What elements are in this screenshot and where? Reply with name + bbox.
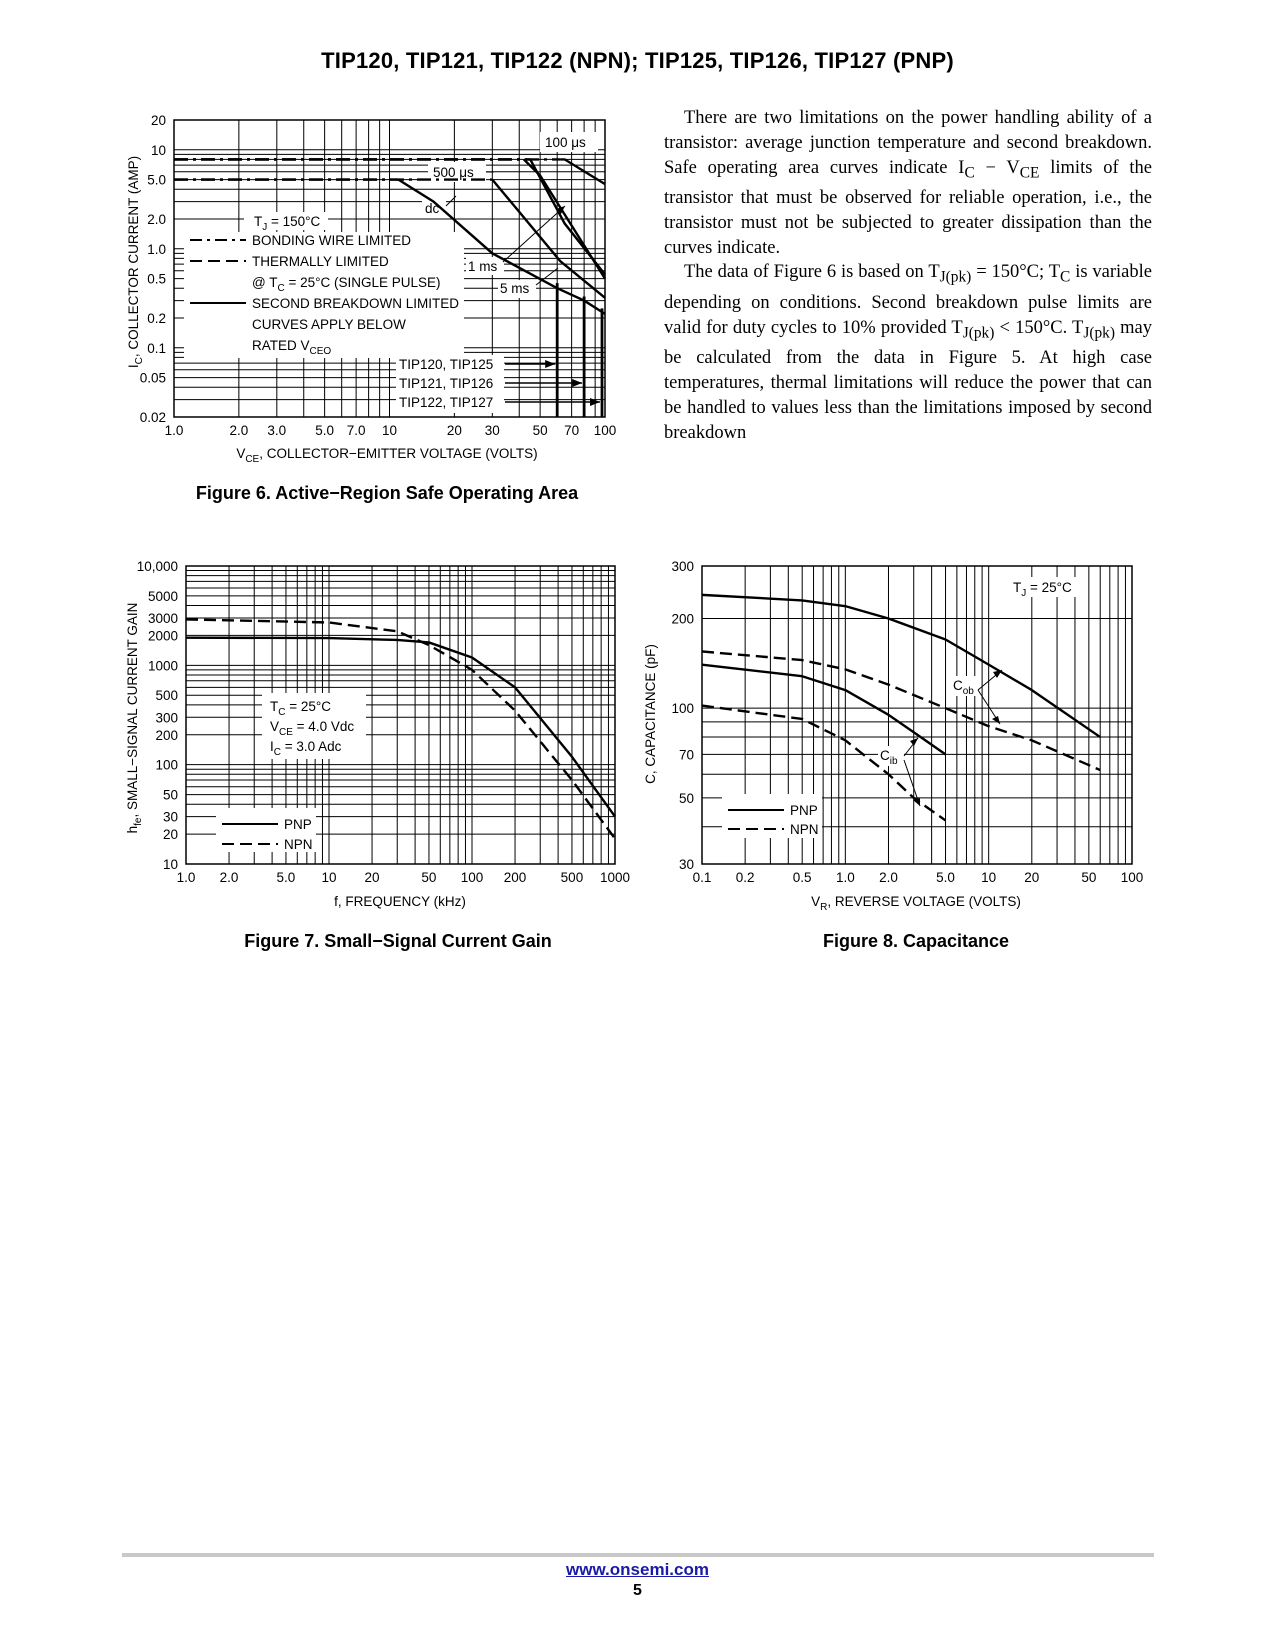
fig6-legend-second: SECOND BREAKDOWN LIMITED [252, 296, 460, 311]
fig6-device-3: TIP122, TIP127 [399, 395, 494, 410]
fig8-xlabel: $V_R$, REVERSE VOLTAGE (VOLTS) [811, 894, 1021, 913]
fig6-xlabel: $V_{CE}$, COLLECTOR−EMITTER VOLTAGE (VOLTS) [236, 446, 538, 465]
footer-website-link[interactable]: www.onsemi.com [566, 1560, 709, 1579]
y-tick-label: 300 [155, 710, 178, 726]
x-tick-label: 0.2 [735, 870, 755, 885]
y-tick-label: 1.0 [147, 241, 166, 257]
x-tick-label: 100 [593, 423, 617, 438]
y-tick-label: 0.5 [147, 271, 166, 287]
fig7-xlabel: f, FREQUENCY (kHz) [334, 894, 466, 909]
x-tick-label: 1.0 [164, 423, 184, 438]
y-tick-label: 10 [150, 142, 166, 158]
y-tick-label: 100 [671, 701, 694, 717]
x-tick-label: 50 [421, 870, 437, 885]
figure-8-capacitance [640, 540, 1260, 940]
x-tick-label: 50 [532, 423, 548, 438]
x-tick-label: 200 [503, 870, 527, 885]
page-number: 5 [633, 1582, 642, 1599]
fig6-legend-box [184, 232, 464, 358]
y-tick-label: 2000 [147, 628, 178, 644]
x-tick-label: 1.0 [176, 870, 196, 885]
fig6-legend-curves: CURVES APPLY BELOW [252, 317, 406, 332]
y-tick-label: 50 [678, 790, 694, 806]
y-tick-label: 5.0 [147, 172, 166, 188]
x-tick-label: 30 [484, 423, 500, 438]
fig6-label-5ms: 5 ms [500, 281, 530, 296]
fig7-cond-vce: $V_{CE} = 4.0$ Vdc [270, 719, 355, 738]
x-tick-label: 1000 [599, 870, 631, 885]
fig7-legend-npn: NPN [284, 837, 313, 852]
series-pnp [186, 638, 615, 817]
y-tick-label: 1000 [147, 658, 178, 674]
x-tick-label: 70 [564, 423, 580, 438]
x-tick-label: 0.1 [692, 870, 712, 885]
x-tick-label: 10 [381, 423, 398, 438]
figure-6-caption: Figure 6. Active−Region Safe Operating Area [195, 483, 579, 503]
x-tick-label: 2.0 [879, 870, 898, 885]
x-tick-label: 2.0 [229, 423, 249, 438]
fig7-tick-labels [137, 559, 630, 885]
x-tick-label: 500 [560, 870, 584, 885]
fig7-curves [186, 619, 615, 838]
footer-rule [122, 1553, 1154, 1557]
fig6-tj-label: $T_J = 150^\circ C$ [254, 214, 321, 233]
body-text [664, 106, 1152, 445]
x-tick-label: 20 [446, 423, 462, 438]
body-paragraph-2: The data of Figure 6 is based on $T_{J(pk)} = 150^\circ C$; $T_C$ is variable depending on conditions. Second breakdown pulse limits are valid for duty cycles to 10% provided $T_{J(pk)} < 150^\circ C$. $T_{J(pk)}$ may be calculated from the data in Figure 5. At high case temperatures, thermal limitations will reduce the power that can be handled to values less than the limitations imposed by second breakdown [664, 262, 1152, 443]
device-arrowhead [545, 360, 555, 368]
x-tick-label: 50 [1081, 870, 1097, 885]
x-tick-label: 20 [1024, 870, 1040, 885]
x-tick-label: 2.0 [219, 870, 239, 885]
x-tick-label: 5.0 [315, 423, 335, 438]
x-tick-label: 3.0 [267, 423, 287, 438]
body-paragraph-1: There are two limitations on the power handling ability of a transistor: average junction temperature and second breakdown. Safe operating area curves indicate $I_C - V_{CE}$ limits of the transistor that must be observed for reliable operation, i.e., the transistor must not be subjected to greater dissipation than the curves indicate. [664, 108, 1152, 258]
fig6-legend-bonding: BONDING WIRE LIMITED [252, 233, 412, 248]
fig6-label-1ms: 1 ms [468, 259, 498, 274]
fig6-ylabel: $I_C$, COLLECTOR CURRENT (AMP) [126, 155, 145, 369]
x-tick-label: 5.0 [936, 870, 955, 885]
fig8-curves [702, 595, 1100, 821]
figure-7-current-gain [0, 540, 660, 940]
figure-8-caption: Figure 8. Capacitance [822, 931, 1010, 951]
y-tick-label: 10,000 [136, 559, 178, 574]
fig7-legend-pnp: PNP [284, 817, 312, 832]
fig6-legend-thermal: THERMALLY LIMITED [252, 254, 389, 269]
y-tick-label: 200 [671, 611, 694, 627]
x-tick-label: 1.0 [835, 870, 855, 885]
x-tick-label: 7.0 [346, 423, 366, 438]
fig7-ylabel: $h_{fe}$, SMALL−SIGNAL CURRENT GAIN [125, 602, 144, 834]
y-tick-label: 3000 [147, 610, 178, 626]
y-tick-label: 20 [162, 827, 178, 843]
fig7-cond-tc: $T_C = 25^\circ C$ [270, 699, 332, 718]
x-tick-label: 10 [321, 870, 337, 885]
figure-7-caption: Figure 7. Small−Signal Current Gain [244, 931, 552, 951]
fig6-legend-rated: RATED $V_{CEO}$ [252, 338, 332, 357]
fig8-tj-label: $T_J = 25^\circ C$ [1013, 580, 1072, 599]
y-tick-label: 70 [678, 747, 694, 763]
y-tick-label: 20 [150, 113, 166, 128]
y-tick-label: 200 [155, 727, 178, 743]
x-tick-label: 100 [460, 870, 484, 885]
fig6-legend-tc: @ $T_C = 25^\circ C$ (SINGLE PULSE) [252, 275, 441, 294]
y-tick-label: 2.0 [147, 212, 166, 227]
y-tick-label: 10 [162, 857, 178, 872]
y-tick-label: 0.05 [139, 370, 166, 386]
fig8-ylabel: C, CAPACITANCE (pF) [643, 644, 658, 784]
y-tick-label: 0.1 [147, 340, 166, 356]
x-tick-label: 0.5 [792, 870, 812, 885]
x-tick-label: 10 [981, 870, 997, 885]
y-tick-label: 0.2 [147, 311, 166, 326]
x-tick-label: 5.0 [276, 870, 296, 885]
page-title: TIP120, TIP121, TIP122 (NPN); TIP125, TIP126, TIP127 (PNP) [321, 48, 954, 73]
fig6-label-dc: dc [425, 201, 440, 216]
x-tick-label: 20 [364, 870, 380, 885]
y-tick-label: 300 [671, 559, 694, 574]
series-cob-pnp [702, 595, 1100, 737]
fig8-legend-pnp: PNP [790, 803, 818, 818]
y-tick-label: 500 [155, 688, 178, 704]
fig7-cond-ic: $I_C = 3.0$ Adc [270, 739, 342, 758]
y-tick-label: 0.02 [139, 410, 166, 425]
y-tick-label: 100 [155, 757, 178, 773]
y-tick-label: 30 [162, 809, 178, 825]
device-arrowhead [572, 379, 582, 387]
y-tick-label: 30 [678, 857, 694, 872]
fig6-label-500us: 500 μs [433, 165, 474, 180]
x-tick-label: 100 [1120, 870, 1144, 885]
fig6-label-100us: 100 μs [545, 135, 586, 150]
fig8-cib-label: $C_{ib}$ [880, 748, 898, 767]
fig6-device-2: TIP121, TIP126 [399, 376, 494, 391]
fig8-cob-label: $C_{ob}$ [953, 678, 974, 697]
y-tick-label: 5000 [147, 588, 178, 604]
fig8-legend-npn: NPN [790, 822, 819, 837]
fig6-device-1: TIP120, TIP125 [399, 357, 494, 372]
y-tick-label: 50 [162, 787, 178, 803]
